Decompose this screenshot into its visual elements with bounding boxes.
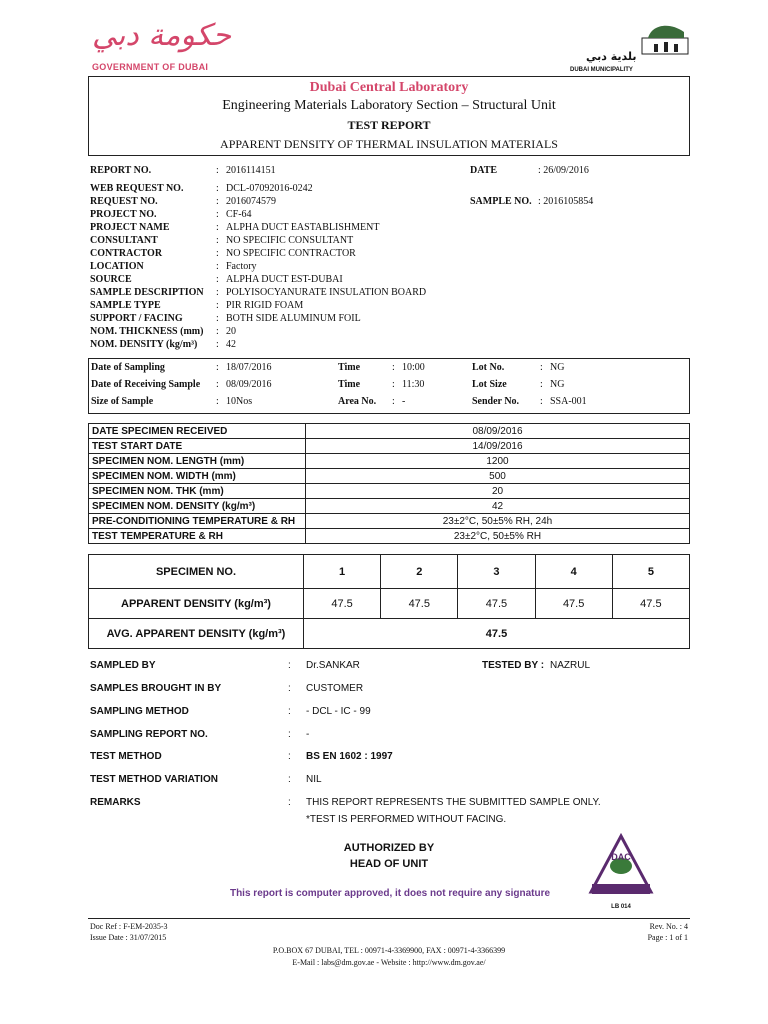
sampling-label: Sender No. — [472, 396, 520, 407]
sample-no-label: SAMPLE NO. — [470, 196, 532, 207]
field-label: SOURCE — [90, 274, 132, 285]
sampling-value: 11:30 — [402, 379, 425, 390]
specimen-no-cell: 3 — [458, 555, 535, 589]
specimen-info-value: 23±2°C, 50±5% RH — [306, 529, 690, 544]
specimen-info-value: 14/09/2016 — [306, 439, 690, 454]
sampling-value: NG — [550, 379, 565, 390]
field-label: PROJECT NAME — [90, 222, 170, 233]
density-cell: 47.5 — [612, 589, 689, 619]
field-label: SAMPLE TYPE — [90, 300, 161, 311]
specimen-no-label: SPECIMEN NO. — [89, 555, 304, 589]
detail-label: TEST METHOD VARIATION — [90, 774, 218, 786]
detail-value: NIL — [306, 774, 322, 786]
detail-label: SAMPLING METHOD — [90, 705, 189, 717]
field-label: SUPPORT / FACING — [90, 313, 183, 324]
specimen-info-row — [89, 514, 690, 529]
sampling-label: Size of Sample — [91, 396, 154, 407]
specimen-info-value: 20 — [306, 484, 690, 499]
doc-ref: Doc Ref : F-EM-2035-3 — [90, 922, 168, 931]
report-no-label: REPORT NO. — [90, 165, 152, 176]
sampling-label: Lot No. — [472, 362, 505, 373]
specimen-info-label: TEST START DATE — [89, 439, 306, 454]
specimen-info-label: SPECIMEN NOM. THK (mm) — [89, 484, 306, 499]
sampling-label: Area No. — [338, 396, 377, 407]
sampling-value: 10Nos — [226, 396, 253, 407]
field-value: 42 — [226, 339, 236, 350]
field-value: BOTH SIDE ALUMINUM FOIL — [226, 313, 361, 324]
municipality-logo-english: DUBAI MUNICIPALITY — [570, 67, 633, 73]
detail-value: - — [306, 728, 310, 740]
sampling-value: NG — [550, 362, 565, 373]
tested-by-label: TESTED BY : — [482, 660, 545, 671]
density-cell: 47.5 — [458, 589, 535, 619]
tested-by-value: NAZRUL — [550, 660, 591, 671]
address: P.O.BOX 67 DUBAI, TEL : 00971-4-3369900, FAX : 00971-4-3366399 — [272, 946, 506, 955]
date-label: DATE — [470, 165, 498, 176]
field-value: 2016074579 — [226, 196, 276, 207]
field-label: CONSULTANT — [90, 235, 158, 246]
municipality-emblem-icon — [640, 20, 690, 56]
specimen-info-label: SPECIMEN NOM. LENGTH (mm) — [89, 454, 306, 469]
field-value: 20 — [226, 326, 236, 337]
results-header-row — [89, 555, 690, 589]
detail-value: CUSTOMER — [306, 683, 364, 694]
rev-no: Rev. No. : 4 — [649, 922, 688, 931]
avg-density-value: 47.5 — [304, 619, 690, 649]
field-value: NO SPECIFIC CONSULTANT — [226, 235, 354, 246]
dac-accreditation-icon — [588, 832, 654, 904]
sampling-value: 08/09/2016 — [226, 379, 272, 390]
field-label: NOM. THICKNESS (mm) — [90, 326, 204, 337]
avg-density-label: AVG. APPARENT DENSITY (kg/m³) — [89, 619, 304, 649]
avg-density-row — [89, 619, 690, 649]
field-label: PROJECT NO. — [90, 209, 157, 220]
contact: E-Mail : labs@dm.gov.ae - Website : http://www.dm.gov.ae/ — [292, 958, 486, 967]
specimen-info-row — [89, 484, 690, 499]
field-label: NOM. DENSITY (kg/m³) — [90, 339, 198, 350]
remark-line-2: *TEST IS PERFORMED WITHOUT FACING. — [306, 814, 507, 825]
specimen-info-label: SPECIMEN NOM. WIDTH (mm) — [89, 469, 306, 484]
specimen-no-cell: 1 — [304, 555, 381, 589]
specimen-info-row — [89, 439, 690, 454]
specimen-no-cell: 4 — [535, 555, 612, 589]
sampling-label: Date of Sampling — [91, 362, 165, 373]
date-value: : 26/09/2016 — [538, 165, 589, 176]
sampling-value: - — [402, 396, 406, 407]
field-value: ALPHA DUCT EST-DUBAI — [226, 274, 343, 285]
page-no: Page : 1 of 1 — [647, 933, 688, 942]
sampling-label: Time — [338, 362, 361, 373]
field-label: LOCATION — [90, 261, 144, 272]
density-row — [89, 589, 690, 619]
specimen-info-value: 42 — [306, 499, 690, 514]
specimen-no-cell: 5 — [612, 555, 689, 589]
specimen-info-row — [89, 499, 690, 514]
sampling-value: 10:00 — [402, 362, 425, 373]
report-no-value: 2016114151 — [226, 165, 276, 176]
gov-dubai-logo-english: GOVERNMENT OF DUBAI — [92, 62, 209, 72]
specimen-info-row — [89, 469, 690, 484]
specimen-info-value: 23±2°C, 50±5% RH, 24h — [306, 514, 690, 529]
sampling-label: Date of Receiving Sample — [91, 379, 201, 390]
detail-label: REMARKS — [90, 797, 141, 808]
lab-name: Dubai Central Laboratory — [309, 80, 469, 95]
field-value: POLYISOCYANURATE INSULATION BOARD — [226, 287, 427, 298]
head-of-unit: HEAD OF UNIT — [349, 858, 429, 870]
computer-approved-note: This report is computer approved, it does not require any signature — [229, 888, 551, 899]
dac-label: DAC — [611, 852, 631, 862]
report-title: APPARENT DENSITY OF THERMAL INSULATION MATERIALS — [220, 137, 558, 151]
specimen-no-cell: 2 — [381, 555, 458, 589]
density-cell: 47.5 — [381, 589, 458, 619]
sampled-by-value: Dr.SANKAR — [306, 660, 360, 671]
issue-date: Issue Date : 31/07/2015 — [90, 933, 167, 942]
field-value: ALPHA DUCT EASTABLISHMENT — [226, 222, 380, 233]
doc-type: TEST REPORT — [347, 118, 431, 132]
sample-no-value: : 2016105854 — [538, 196, 594, 207]
field-label: WEB REQUEST NO. — [90, 183, 184, 194]
detail-value: - DCL - IC - 99 — [306, 705, 371, 717]
specimen-info-row — [89, 424, 690, 439]
dac-code: LB 014 — [611, 904, 631, 910]
sampling-label: Lot Size — [472, 379, 507, 390]
field-value: DCL-07092016-0242 — [226, 183, 313, 194]
field-label: REQUEST NO. — [90, 196, 158, 207]
field-label: CONTRACTOR — [90, 248, 163, 259]
detail-label: SAMPLING REPORT NO. — [90, 728, 208, 740]
field-label: SAMPLE DESCRIPTION — [90, 287, 204, 298]
density-cell: 47.5 — [535, 589, 612, 619]
specimen-info-label: TEST TEMPERATURE & RH — [89, 529, 306, 544]
field-value: Factory — [226, 261, 257, 272]
specimen-info-label: SPECIMEN NOM. DENSITY (kg/m³) — [89, 499, 306, 514]
detail-value: BS EN 1602 : 1997 — [306, 751, 393, 763]
specimen-info-value: 1200 — [306, 454, 690, 469]
municipality-logo-arabic: بلدية دبي — [586, 50, 637, 63]
specimen-info-row — [89, 454, 690, 469]
specimen-info-table — [88, 423, 690, 544]
specimen-info-row — [89, 529, 690, 544]
density-cell: 47.5 — [304, 589, 381, 619]
density-label: APPARENT DENSITY (kg/m³) — [89, 589, 304, 619]
results-table — [88, 554, 690, 649]
specimen-info-value: 500 — [306, 469, 690, 484]
section-name: Engineering Materials Laboratory Section – Structural Unit — [222, 98, 556, 113]
detail-label: TEST METHOD — [90, 751, 162, 763]
authorized-by: AUTHORIZED BY — [343, 842, 435, 854]
gov-dubai-logo-arabic: حكومة دبي — [92, 18, 232, 53]
specimen-info-value: 08/09/2016 — [306, 424, 690, 439]
field-value: CF-64 — [226, 209, 252, 220]
sampling-value: 18/07/2016 — [226, 362, 272, 373]
specimen-info-label: PRE-CONDITIONING TEMPERATURE & RH — [89, 514, 306, 529]
detail-value: THIS REPORT REPRESENTS THE SUBMITTED SAMPLE ONLY. — [306, 797, 601, 808]
field-value: NO SPECIFIC CONTRACTOR — [226, 248, 356, 259]
sampling-label: Time — [338, 379, 361, 390]
field-value: PIR RIGID FOAM — [226, 300, 304, 311]
detail-label: SAMPLES BROUGHT IN BY — [90, 683, 222, 694]
sampled-by-label: SAMPLED BY — [90, 660, 156, 671]
specimen-info-label: DATE SPECIMEN RECEIVED — [89, 424, 306, 439]
sampling-value: SSA-001 — [550, 396, 587, 407]
